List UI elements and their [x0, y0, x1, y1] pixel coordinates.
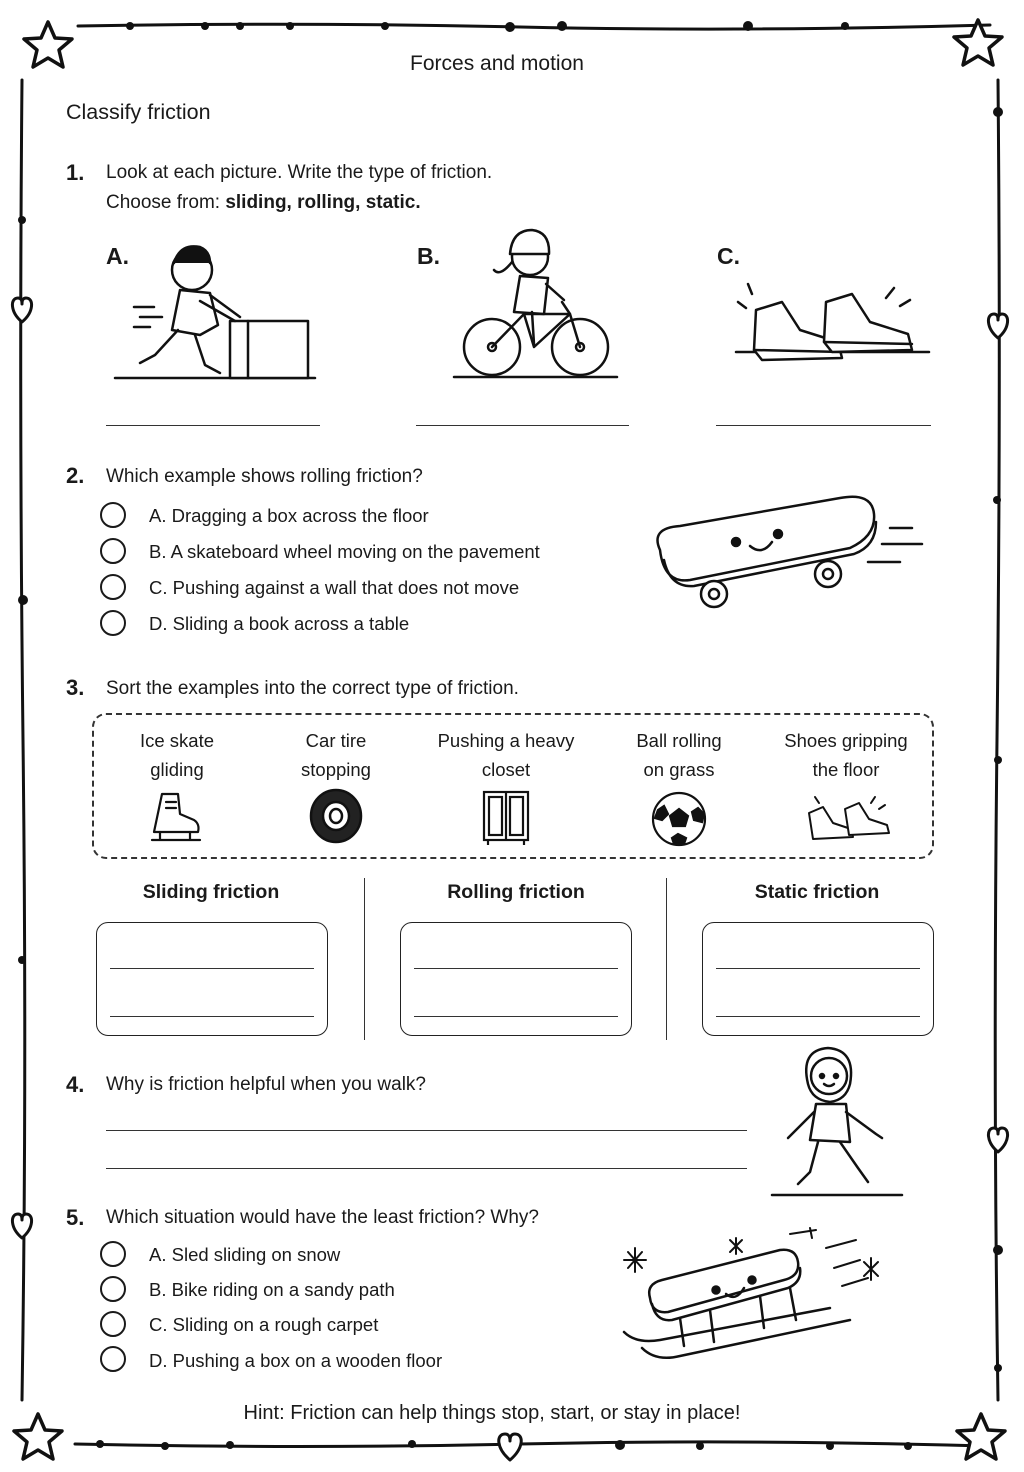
question-number: 4.	[66, 1072, 85, 1097]
answer-line[interactable]	[106, 1168, 747, 1169]
answer-radio[interactable]	[100, 574, 126, 600]
example-line: Car tire	[305, 730, 367, 751]
heart-icon	[988, 314, 1007, 338]
example-card-label	[102, 726, 252, 784]
heart-icon	[499, 1434, 521, 1460]
girl-riding-bike-icon	[452, 222, 622, 382]
example-line: the floor	[812, 759, 880, 780]
answer-line[interactable]	[106, 425, 320, 426]
ice-skate-icon	[148, 790, 204, 846]
question-number: 1.	[66, 160, 85, 185]
heart-icon	[988, 1128, 1007, 1152]
question-number: 2.	[66, 463, 85, 488]
closet-icon	[480, 788, 532, 846]
hint-text: Hint: Friction can help things stop, start, or stay in place!	[243, 1402, 741, 1424]
question-text: Why is friction helpful when you walk?	[106, 1074, 426, 1095]
answer-line[interactable]	[106, 1130, 747, 1131]
picture-letter: B.	[417, 243, 440, 269]
example-line: closet	[481, 759, 531, 780]
question-text: Which situation would have the least friction? Why?	[106, 1207, 539, 1228]
example-card-label	[604, 726, 754, 784]
sort-box-static[interactable]	[702, 922, 934, 1036]
category-heading: Rolling friction	[447, 881, 585, 903]
answer-option: A. Dragging a box across the floor	[149, 505, 429, 526]
answer-radio[interactable]	[100, 1276, 126, 1302]
example-line: on grass	[643, 759, 715, 780]
answer-line[interactable]	[414, 1016, 618, 1017]
picture-letter: C.	[717, 243, 740, 269]
example-line: Pushing a heavy	[437, 730, 575, 751]
answer-line[interactable]	[414, 968, 618, 969]
question-number: 3.	[66, 675, 85, 700]
question-number: 5.	[66, 1205, 85, 1230]
column-divider	[666, 878, 667, 1040]
tire-icon	[308, 788, 364, 844]
example-line: stopping	[301, 759, 371, 780]
answer-radio[interactable]	[100, 1346, 126, 1372]
sneakers-icon	[734, 280, 934, 380]
example-line: Ball rolling	[636, 730, 722, 751]
example-card-label	[421, 726, 591, 784]
shoes-icon	[805, 795, 895, 845]
example-card-label	[771, 726, 921, 784]
instruction-choices: sliding, rolling, static.	[225, 192, 421, 213]
answer-option: C. Pushing against a wall that does not move	[149, 577, 520, 598]
example-line: gliding	[150, 759, 204, 780]
answer-option: D. Sliding a book across a table	[149, 613, 410, 634]
answer-radio[interactable]	[100, 502, 126, 528]
question-text: Which example shows rolling friction?	[106, 466, 423, 487]
example-card-label	[261, 726, 411, 784]
skateboard-icon	[650, 488, 930, 618]
answer-line[interactable]	[716, 425, 931, 426]
sled-icon	[620, 1228, 890, 1378]
answer-option: B. A skateboard wheel moving on the pavement	[149, 541, 540, 562]
answer-line[interactable]	[416, 425, 629, 426]
question-instructions	[106, 192, 421, 214]
boy-pushing-box-icon	[110, 235, 320, 385]
example-line: Shoes gripping	[784, 730, 908, 751]
sort-box-rolling[interactable]	[400, 922, 632, 1036]
soccer-ball-icon	[650, 790, 708, 848]
answer-radio[interactable]	[100, 538, 126, 564]
example-line: Ice skate	[139, 730, 215, 751]
answer-line[interactable]	[716, 1016, 920, 1017]
worksheet-subtitle: Classify friction	[66, 100, 211, 124]
category-heading: Sliding friction	[142, 881, 280, 903]
heart-icon	[12, 1214, 31, 1238]
answer-option: C. Sliding on a rough carpet	[149, 1314, 379, 1335]
answer-line[interactable]	[110, 1016, 314, 1017]
answer-line[interactable]	[716, 968, 920, 969]
sort-box-sliding[interactable]	[96, 922, 328, 1036]
column-divider	[364, 878, 365, 1040]
answer-option: B. Bike riding on a sandy path	[149, 1279, 395, 1300]
answer-radio[interactable]	[100, 610, 126, 636]
answer-line[interactable]	[110, 968, 314, 969]
answer-option: A. Sled sliding on snow	[149, 1244, 341, 1265]
heart-icon	[12, 298, 31, 322]
category-heading: Static friction	[754, 881, 880, 903]
answer-radio[interactable]	[100, 1241, 126, 1267]
answer-radio[interactable]	[100, 1311, 126, 1337]
walking-girl-icon	[770, 1042, 910, 1202]
page-title: Forces and motion	[410, 52, 584, 75]
question-text: Look at each picture. Write the type of friction.	[106, 162, 493, 183]
picture-letter: A.	[106, 243, 129, 269]
answer-option: D. Pushing a box on a wooden floor	[149, 1350, 443, 1371]
instruction-prefix: Choose from:	[106, 192, 226, 213]
question-text: Sort the examples into the correct type of friction.	[106, 678, 519, 699]
